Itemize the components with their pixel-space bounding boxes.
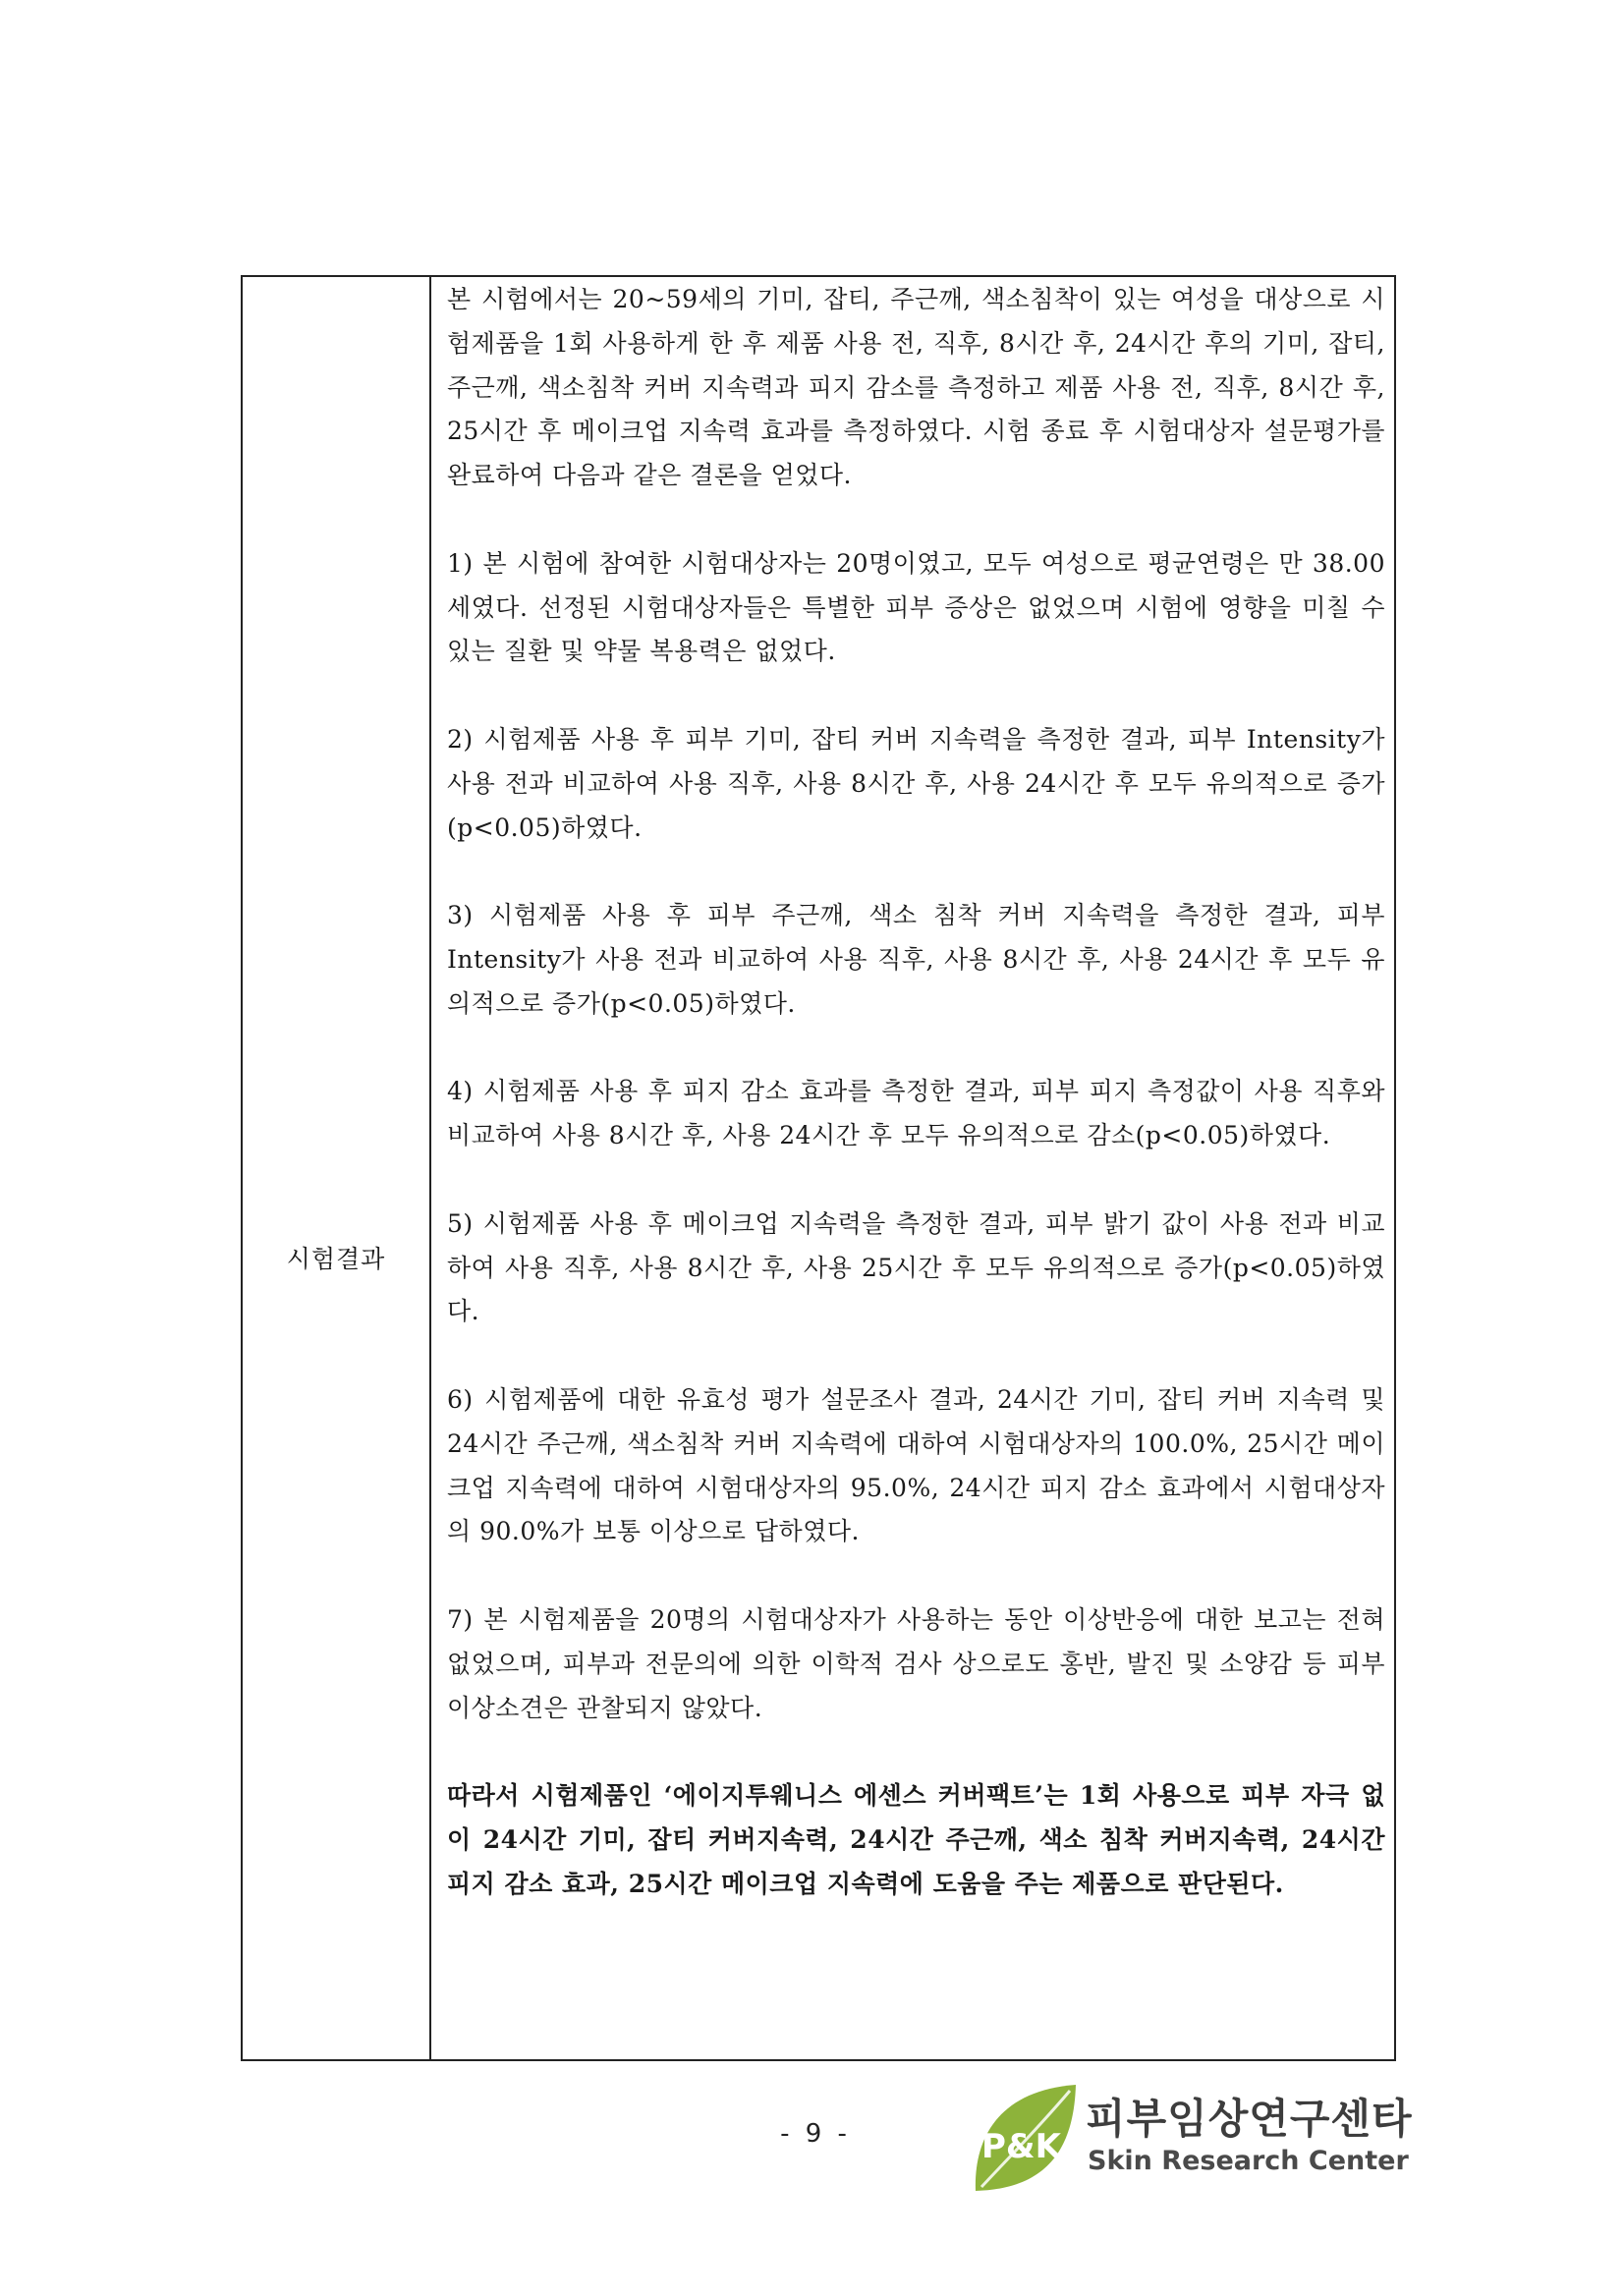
page-number: - 9 - [780,2119,851,2149]
logo-mark-text: P&K [981,2127,1061,2166]
logo-english-name: Skin Research Center [1088,2146,1409,2176]
result-item-7: 7) 본 시험제품을 20명의 시험대상자가 사용하는 동안 이상반응에 대한 보고는 전혀 없었으며, 피부과 전문의에 의한 이학적 검사 상으로도 홍반, 발진 및 소양감 등 피부 이상소견은 관찰되지 않았다. [447,1604,1385,1722]
result-item-3: 3) 시험제품 사용 후 피부 주근깨, 색소 침착 커버 지속력을 측정한 결과, 피부 Intensity가 사용 전과 비교하여 사용 직후, 사용 8시간 후, 사용 24시간 후 모두 유의적으로 증가(p<0.05)하였다. [447,901,1385,1018]
leaf-logo-icon [968,2081,1080,2197]
logo-korean-name: 피부임상연구센타 [1086,2095,1413,2143]
conclusion-paragraph: 따라서 시험제품인 ‘에이지투웨니스 에센스 커버팩트’는 1회 사용으로 피부 자극 없이 24시간 기미, 잡티 커버지속력, 24시간 주근깨, 색소 침착 커버지속력, 24시간 피지 감소 효과, 25시간 메이크업 지속력에 도움을 주는 제품으로 판단된다. [447,1781,1385,1898]
company-logo [968,2081,1413,2199]
result-item-2: 2) 시험제품 사용 후 피부 기미, 잡티 커버 지속력을 측정한 결과, 피부 Intensity가 사용 전과 비교하여 사용 직후, 사용 8시간 후, 사용 24시간 후 모두 유의적으로 증가(p<0.05)하였다. [447,724,1385,842]
result-item-4: 4) 시험제품 사용 후 피지 감소 효과를 측정한 결과, 피부 피지 측정값이 사용 직후와 비교하여 사용 8시간 후, 사용 24시간 후 모두 유의적으로 감소(p<0.05)하였다. [447,1077,1385,1150]
results-label: 시험결과 [286,1245,386,1273]
results-content-cell [447,277,1385,1906]
result-item-5: 5) 시험제품 사용 후 메이크업 지속력을 측정한 결과, 피부 밝기 값이 사용 전과 비교하여 사용 직후, 사용 8시간 후, 사용 25시간 후 모두 유의적으로 증가(p<0.05)하였다. [447,1208,1385,1326]
result-item-6: 6) 시험제품에 대한 유효성 평가 설문조사 결과, 24시간 기미, 잡티 커버 지속력 및 24시간 주근깨, 색소침착 커버 지속력에 대하여 시험대상자의 100.0%, 25시간 메이크업 지속력에 대하여 시험대상자의 95.0%, 24시간 피지 감소 효과에서 시험대상자의 90.0%가 보통 이상으로 답하였다. [447,1384,1385,1546]
result-item-1: 1) 본 시험에 참여한 시험대상자는 20명이였고, 모두 여성으로 평균연령은 만 38.00세였다. 선정된 시험대상자들은 특별한 피부 증상은 없었으며 시험에 영향을 미칠 수 있는 질환 및 약물 복용력은 없었다. [447,548,1385,666]
intro-paragraph: 본 시험에서는 20~59세의 기미, 잡티, 주근깨, 색소침착이 있는 여성을 대상으로 시험제품을 1회 사용하게 한 후 제품 사용 전, 직후, 8시간 후, 24시간 후의 기미, 잡티, 주근깨, 색소침착 커버 지속력과 피지 감소를 측정하고 제품 사용 전, 직후, 8시간 후, 25시간 후 메이크업 지속력 효과를 측정하였다. 시험 종료 후 시험대상자 설문평가를 완료하여 다음과 같은 결론을 얻었다. [447,285,1385,490]
results-table [241,275,1396,2061]
results-label-cell [243,277,431,2059]
